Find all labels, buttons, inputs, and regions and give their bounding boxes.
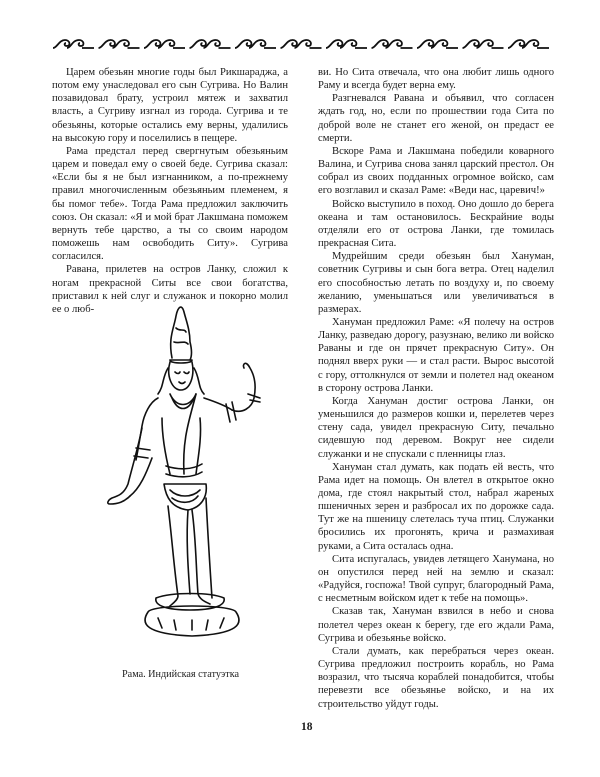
paragraph: Хануман предложил Раме: «Я полечу на остров Ланку, разведаю дорогу, разузнаю, велико ли войско Раваны и где он прячет прекрасную Ситу». Он поднял вверх руки — и стал расти. Вырос высотой с гору, оттолкнулся от земли и полетел над океаном в сторону острова Ланки. xyxy=(318,316,554,394)
paragraph: Царем обезьян многие годы был Рикшараджа, а потом ему унаследовал его сын Сугрива. Но Валин позавидовал брату, устроил мятеж и захватил власть, а Сугриву изгнал из города. Сугрива и те обезьяны, которые остались ему верны, удалились на высокую гору и поселились в пещере. xyxy=(52,67,288,144)
paragraph: Хануман стал думать, как подать ей весть, что Рама идет на помощь. Он влетел в открытое окно дома, где стоял накрытый стол, набрал жареных пшеничных зерен и разбросал их по дорожке сада. Тут же на пшеницу слетелась туча птиц. Служанки бросились их прогонять, крича и размахивая руками, а Сита осталась одна. xyxy=(318,461,554,552)
page-number: 18 xyxy=(301,721,313,733)
paragraph: Равана, прилетев на остров Ланку, сложил к ногам прекрасной Ситы все свои богатства, приставил к ней слуг и служанок и покорно молил ее о люб- xyxy=(52,264,288,315)
paragraph: Войско выступило в поход. Оно дошло до берега океана и там остановилось. Бескрайние воды отделяли его от острова Ланки, где томилась прекрасная Сита. xyxy=(318,198,554,250)
paragraph: Сказав так, Хануман взвился в небо и снова полетел через океан к берегу, где его ждали Рама, Сугрива и обезьянье войско. xyxy=(318,606,554,644)
figure-caption: Рама. Индийская статуэтка xyxy=(122,669,240,680)
paragraph: ви. Но Сита отвечала, что она любит лишь одного Раму и всегда будет верна ему. xyxy=(318,67,554,92)
paragraph: Разгневался Равана и объявил, что согласен ждать год, но, если по прошествии года Сита по доброй воле не станет его женой, он предаст ее смерти. xyxy=(318,93,554,144)
paragraph: Сита испугалась, увидев летящего Ханумана, но он опустился перед ней на землю и сказал: «Радуйся, госпожа! Твой супруг, благородный Рама, с несметным войском идет к тебе на помощь». xyxy=(318,553,554,605)
wave-ornament-border xyxy=(52,36,552,50)
paragraph: Когда Хануман достиг острова Ланки, он уменьшился до размеров кошки и, перелетев через стену сада, увидел прекрасную Ситу, печально сидевшую под деревом. Вокруг нее сидели служанки и не спускали с пленницы глаз. xyxy=(318,395,554,460)
paragraph: Рама предстал перед свергнутым обезьяньим царем и поведал ему о своей беде. Сугрива сказал: «Если бы я не был изгнанником, а по-прежнему правил многочисленным обезьяньим племенем, я бы помог тебе». Тогда Рама предложил заключить союз. Он сказал: «Я и мой брат Лакшмана поможем вернуть тебе царство, а ты со своим народом поможешь нам освободить Ситу». Сугрива согласился. xyxy=(52,145,288,263)
paragraph: Мудрейшим среди обезьян был Хануман, советник Сугривы и сын бога ветра. Отец наделил его способностью летать по воздуху и, по своему желанию, уменьшаться или увеличиваться в размерах. xyxy=(318,251,554,315)
paragraph: Стали думать, как перебраться через океан. Сугрива предложил построить корабль, но Рама возразил, что тысяча кораблей понадобится, чтобы перевезти все обезьянье войско, и на их строительство уйдут годы. xyxy=(318,645,554,710)
left-text-column xyxy=(52,66,288,316)
right-text-column xyxy=(318,66,554,711)
paragraph: Вскоре Рама и Лакшмана победили коварного Валина, и Сугрива снова занял царский престол. Он собрал из своих подданных огромное войско, сам его возглавил и сказал Раме: «Веди нас, царевич!» xyxy=(318,145,554,197)
rama-statuette-illustration xyxy=(92,298,282,643)
